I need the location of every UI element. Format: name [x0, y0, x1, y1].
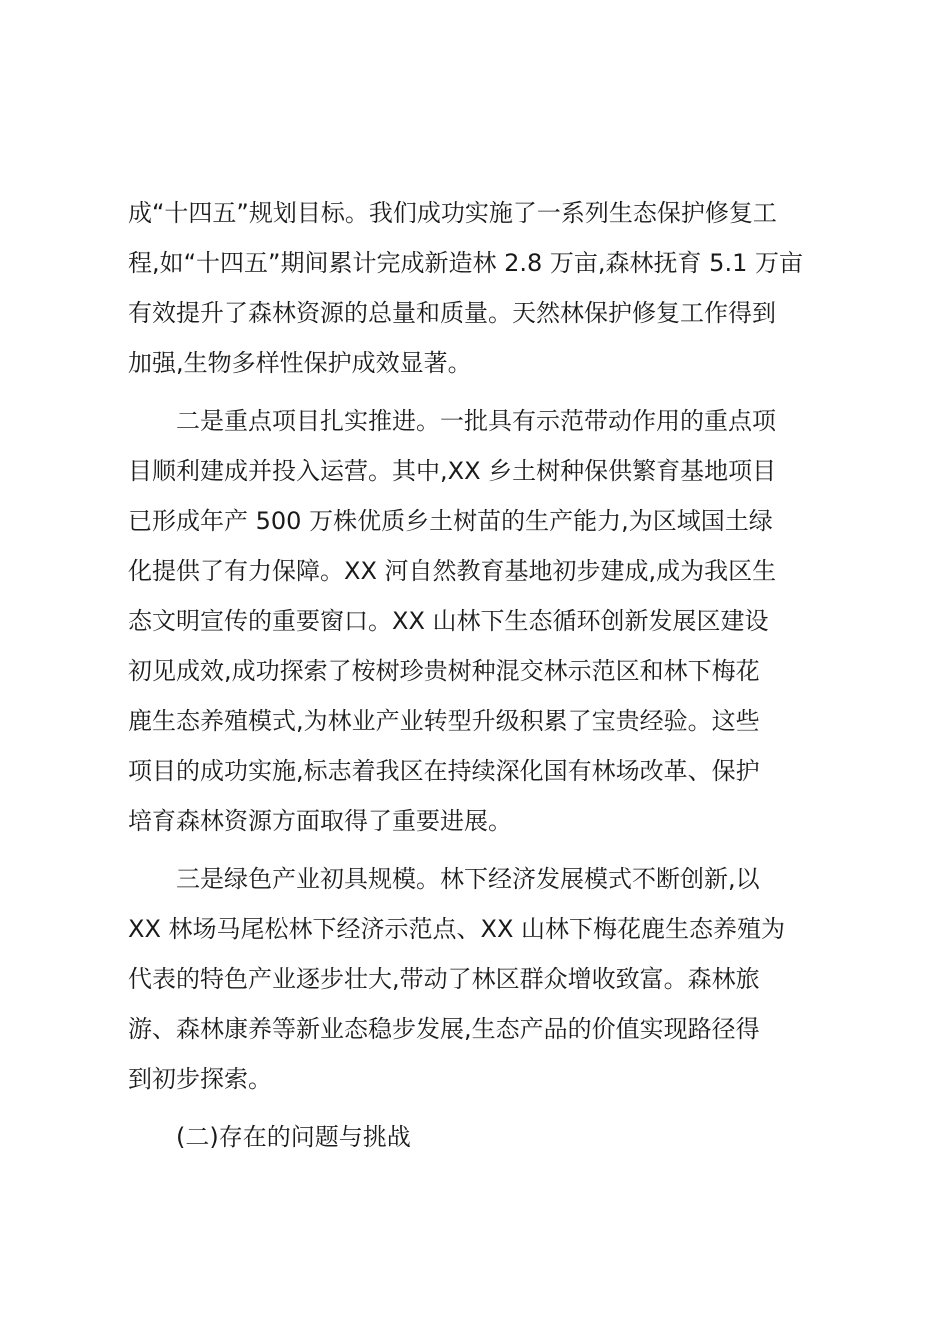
- text-line: 初见成效,成功探索了桉树珍贵树种混交林示范区和林下梅花: [128, 657, 760, 685]
- text-line: 培育森林资源方面取得了重要进展。: [128, 807, 512, 835]
- text-line: 已形成年产 500 万株优质乡土树苗的生产能力,为区域国土绿: [128, 507, 773, 535]
- heading-line: (二)存在的问题与挑战: [128, 1123, 411, 1151]
- text-line: 成“十四五”规划目标。我们成功实施了一系列生态保护修复工: [128, 199, 777, 227]
- text-line: 二是重点项目扎实推进。一批具有示范带动作用的重点项: [128, 407, 776, 435]
- text-line: 态文明宣传的重要窗口。XX 山林下生态循环创新发展区建设: [128, 607, 769, 635]
- text-line: 加强,生物多样性保护成效显著。: [128, 349, 472, 377]
- text-line: 代表的特色产业逐步壮大,带动了林区群众增收致富。森林旅: [128, 965, 760, 993]
- text-line: 到初步探索。: [128, 1065, 272, 1093]
- text-line: XX 林场马尾松林下经济示范点、XX 山林下梅花鹿生态养殖为: [128, 915, 786, 943]
- text-line: 程,如“十四五”期间累计完成新造林 2.8 万亩,森林抚育 5.1 万亩: [128, 249, 803, 277]
- text-line: 鹿生态养殖模式,为林业产业转型升级积累了宝贵经验。这些: [128, 707, 760, 735]
- text-line: 有效提升了森林资源的总量和质量。天然林保护修复工作得到: [128, 299, 776, 327]
- text-line: 化提供了有力保障。XX 河自然教育基地初步建成,成为我区生: [128, 557, 777, 585]
- text-line: 三是绿色产业初具规模。林下经济发展模式不断创新,以: [128, 865, 760, 893]
- text-line: 项目的成功实施,标志着我区在持续深化国有林场改革、保护: [128, 757, 760, 785]
- text-line: 目顺利建成并投入运营。其中,XX 乡土树种保供繁育基地项目: [128, 457, 777, 485]
- text-line: 游、森林康养等新业态稳步发展,生态产品的价值实现路径得: [128, 1015, 760, 1043]
